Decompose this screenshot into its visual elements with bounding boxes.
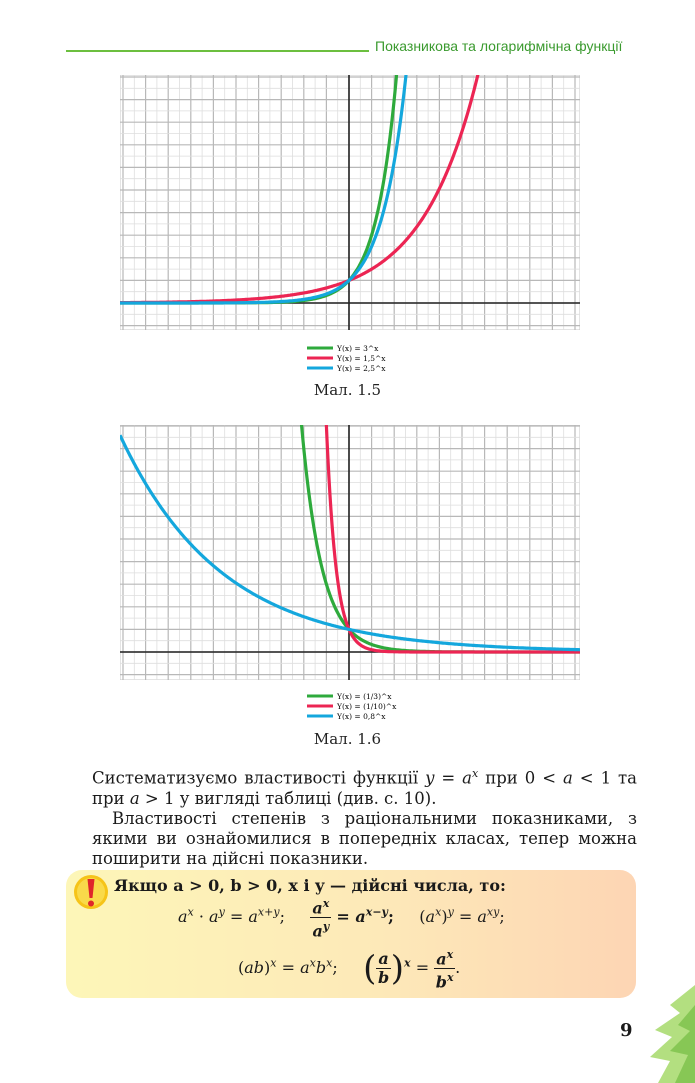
formula-product: $a^x \cdot a^y = a^{x+y}$; [178, 906, 285, 927]
exclamation-icon [72, 873, 110, 911]
formula-power-of-power: $(a^x)^y = a^{xy}$; [419, 906, 505, 927]
figure-1-6-legend [305, 690, 435, 724]
paragraph-1: Систематизуємо властивості функції $y = a^x$ при 0 < a < 1 та при a > 1 у вигляді таблиці (див. с. 10). [92, 767, 638, 808]
legend-label-0-8: Y(x) = 0,8^x [337, 712, 386, 721]
page-number: 9 [620, 1020, 633, 1041]
legend-label-one-third: Y(x) = (1/3)^x [337, 692, 392, 701]
formula-fraction-power: ( $\frac{a}{b}$ )$^x$ = $\frac{a^x}{b^x}$ . [363, 948, 461, 992]
formula-row-1 [178, 895, 505, 941]
legend-label-3x: Y(x) = 3^x [337, 344, 379, 353]
legend-label-1-5x: Y(x) = 1,5^x [337, 354, 386, 363]
legend-label-2-5x: Y(x) = 2,5^x [337, 364, 386, 373]
formula-row-2 [238, 946, 460, 992]
figure-1-5-legend [305, 342, 425, 376]
figure-1-5-caption: Мал. 1.5 [313, 381, 382, 399]
formula-product-power: $(ab)^x = a^xb^x$; [238, 957, 338, 978]
legend-label-one-tenth: Y(x) = (1/10)^x [337, 702, 397, 711]
running-header: Показникова та логарифмічна функції [375, 38, 623, 54]
paragraph-2: Властивості степенів з раціональними показниками, з якими ви ознайомилися в попередніх класах, тепер можна поширити на дійсні показники. [92, 808, 637, 868]
body-text [92, 764, 637, 869]
rule-heading: Якщо a > 0, b > 0, x і y — дійсні числа, то: [114, 876, 506, 895]
figure-1-6-graph [120, 425, 580, 680]
leaf-decoration [640, 985, 695, 1083]
header-rule [66, 50, 369, 52]
figure-1-5-graph [120, 75, 580, 330]
formula-quotient: $\frac{a^x}{a^y}$ = $a^{x-y}$; [312, 897, 394, 941]
figure-1-6-caption: Мал. 1.6 [313, 730, 382, 748]
